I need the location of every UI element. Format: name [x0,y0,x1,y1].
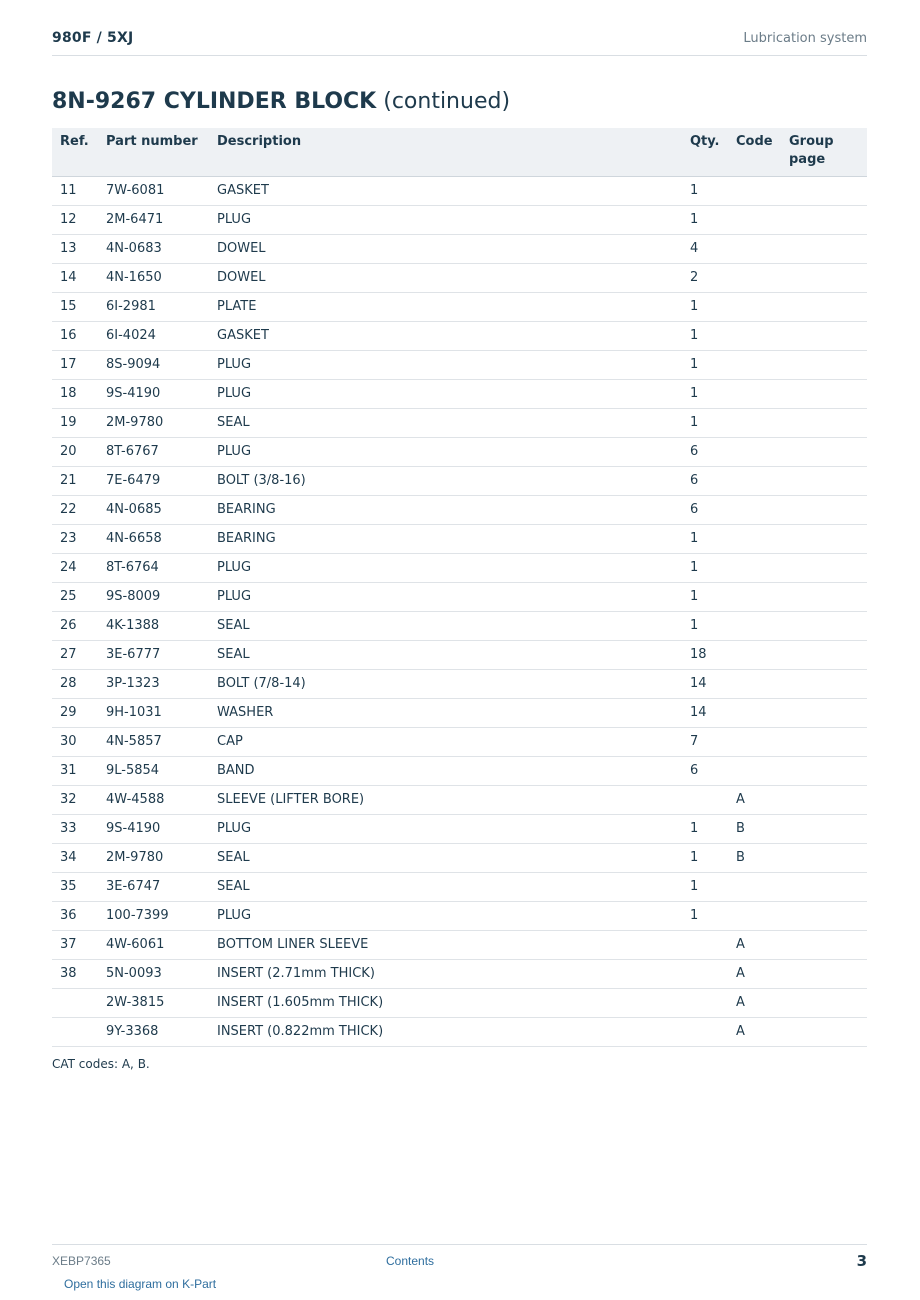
cell-group-page [789,669,867,698]
table-row [52,524,867,553]
cell-qty: 1 [690,814,736,843]
cell-qty: 6 [690,495,736,524]
cell-qty: 1 [690,379,736,408]
cell-description: PLUG [217,901,690,930]
cell-qty [690,930,736,959]
cell-code [736,756,789,785]
cell-code [736,205,789,234]
table-row [52,988,867,1017]
cell-qty [690,785,736,814]
cell-part-number: 2M-6471 [106,205,217,234]
cell-part-number: 9L-5854 [106,756,217,785]
cell-description: BOLT (7/8-14) [217,669,690,698]
cell-part-number: 7E-6479 [106,466,217,495]
cell-code [736,553,789,582]
cell-code: A [736,988,789,1017]
cell-ref: 27 [52,640,106,669]
cell-code [736,292,789,321]
cell-description: SEAL [217,872,690,901]
cell-group-page [789,1017,867,1046]
cell-description: INSERT (0.822mm THICK) [217,1017,690,1046]
cell-group-page [789,263,867,292]
cell-group-page [789,814,867,843]
cell-ref: 17 [52,350,106,379]
cell-qty: 1 [690,350,736,379]
table-row [52,1017,867,1046]
cell-part-number: 4N-0685 [106,495,217,524]
column-header-part-number: Part number [106,128,217,176]
table-row [52,321,867,350]
cell-group-page [789,205,867,234]
table-row [52,814,867,843]
column-header-group-page: Group page [789,128,867,176]
cell-group-page [789,321,867,350]
cell-code: A [736,1017,789,1046]
cell-code [736,640,789,669]
cell-description: GASKET [217,176,690,205]
cell-ref: 16 [52,321,106,350]
cell-code: B [736,843,789,872]
cell-part-number: 9S-4190 [106,379,217,408]
cell-description: DOWEL [217,263,690,292]
cell-ref: 22 [52,495,106,524]
cell-ref: 29 [52,698,106,727]
cell-group-page [789,466,867,495]
column-header-description: Description [217,128,690,176]
cell-code [736,379,789,408]
table-row [52,234,867,263]
cell-ref: 33 [52,814,106,843]
title-main: 8N-9267 CYLINDER BLOCK [52,89,377,114]
cell-qty: 6 [690,437,736,466]
cell-code [736,524,789,553]
cell-ref: 37 [52,930,106,959]
cell-group-page [789,495,867,524]
cell-part-number: 5N-0093 [106,959,217,988]
cell-qty: 1 [690,901,736,930]
cell-code [736,495,789,524]
cell-group-page [789,234,867,263]
cell-qty [690,1017,736,1046]
cell-part-number: 8T-6764 [106,553,217,582]
cell-part-number: 6I-2981 [106,292,217,321]
cell-code: A [736,785,789,814]
cell-code [736,437,789,466]
cell-part-number: 4N-5857 [106,727,217,756]
cell-qty: 1 [690,205,736,234]
page-footer [52,1244,867,1275]
cell-part-number: 6I-4024 [106,321,217,350]
cell-ref: 25 [52,582,106,611]
cell-group-page [789,611,867,640]
table-row [52,582,867,611]
cell-description: BEARING [217,524,690,553]
cell-code: B [736,814,789,843]
column-header-code: Code [736,128,789,176]
cell-description: PLATE [217,292,690,321]
cell-code [736,176,789,205]
cell-part-number: 9H-1031 [106,698,217,727]
cell-code [736,234,789,263]
cell-ref: 21 [52,466,106,495]
cell-part-number: 9S-8009 [106,582,217,611]
cell-part-number: 4K-1388 [106,611,217,640]
table-row [52,611,867,640]
cell-qty: 1 [690,292,736,321]
cell-qty: 6 [690,466,736,495]
cell-group-page [789,727,867,756]
cell-description: PLUG [217,350,690,379]
cell-code [736,669,789,698]
cell-ref: 35 [52,872,106,901]
cell-part-number: 4N-1650 [106,263,217,292]
table-row [52,176,867,205]
cell-qty: 4 [690,234,736,263]
cell-description: BOLT (3/8-16) [217,466,690,495]
cell-ref [52,988,106,1017]
cell-ref: 23 [52,524,106,553]
cell-group-page [789,988,867,1017]
cell-part-number: 4W-4588 [106,785,217,814]
cell-qty: 1 [690,611,736,640]
table-row [52,756,867,785]
document-id: XEBP7365 [52,1254,111,1268]
cell-qty: 2 [690,263,736,292]
cell-ref: 15 [52,292,106,321]
table-row [52,205,867,234]
header-row [52,128,867,176]
cell-description: DOWEL [217,234,690,263]
cell-code: A [736,930,789,959]
cell-code [736,321,789,350]
cell-part-number: 3P-1323 [106,669,217,698]
cell-description: PLUG [217,205,690,234]
cell-code [736,350,789,379]
cell-description: CAP [217,727,690,756]
cell-part-number: 9S-4190 [106,814,217,843]
cell-code [736,408,789,437]
cell-group-page [789,872,867,901]
cell-qty: 1 [690,176,736,205]
cell-ref: 13 [52,234,106,263]
table-row [52,437,867,466]
cell-qty: 18 [690,640,736,669]
cell-qty: 1 [690,872,736,901]
page-header [52,28,867,56]
cell-description: BEARING [217,495,690,524]
table-row [52,669,867,698]
cell-code [736,466,789,495]
cell-part-number: 100-7399 [106,901,217,930]
column-header-qty: Qty. [690,128,736,176]
cell-qty [690,988,736,1017]
cell-description: SEAL [217,611,690,640]
cell-part-number: 4N-0683 [106,234,217,263]
table-row [52,263,867,292]
cell-qty: 1 [690,843,736,872]
cell-qty: 14 [690,669,736,698]
cell-group-page [789,698,867,727]
cell-group-page [789,350,867,379]
cell-group-page [789,553,867,582]
cell-ref: 38 [52,959,106,988]
cell-description: INSERT (1.605mm THICK) [217,988,690,1017]
parts-table-header [52,128,867,176]
parts-table-body [52,176,867,1046]
cell-part-number: 7W-6081 [106,176,217,205]
cell-code [736,901,789,930]
cell-description: SEAL [217,640,690,669]
cell-part-number: 3E-6747 [106,872,217,901]
cell-ref: 20 [52,437,106,466]
table-row [52,930,867,959]
cell-part-number: 2M-9780 [106,843,217,872]
cell-group-page [789,176,867,205]
page-number: 3 [856,1252,867,1270]
cell-description: WASHER [217,698,690,727]
cell-group-page [789,437,867,466]
cell-description: BOTTOM LINER SLEEVE [217,930,690,959]
cell-ref: 19 [52,408,106,437]
cell-group-page [789,843,867,872]
table-row [52,843,867,872]
cell-group-page [789,930,867,959]
table-row [52,872,867,901]
cell-ref: 31 [52,756,106,785]
cell-qty: 1 [690,553,736,582]
table-row [52,698,867,727]
open-diagram-link[interactable]: Open this diagram on K-Part [64,1277,217,1291]
cell-qty [690,959,736,988]
cell-group-page [789,959,867,988]
table-row [52,553,867,582]
cell-code [736,698,789,727]
cell-code [736,611,789,640]
cell-qty: 1 [690,321,736,350]
cell-qty: 7 [690,727,736,756]
table-row [52,785,867,814]
table-row [52,408,867,437]
cell-ref: 12 [52,205,106,234]
cell-qty: 6 [690,756,736,785]
cell-code: A [736,959,789,988]
cell-ref: 11 [52,176,106,205]
table-row [52,959,867,988]
cell-group-page [789,901,867,930]
cell-qty: 1 [690,582,736,611]
cell-part-number: 9Y-3368 [106,1017,217,1046]
model-label: 980F / 5XJ [52,30,134,46]
table-row [52,495,867,524]
cell-part-number: 4W-6061 [106,930,217,959]
cell-description: PLUG [217,437,690,466]
contents-link[interactable]: Contents [386,1254,435,1268]
cell-group-page [789,292,867,321]
table-row [52,379,867,408]
table-row [52,350,867,379]
page-title [52,89,510,114]
cell-description: SLEEVE (LIFTER BORE) [217,785,690,814]
cell-group-page [789,756,867,785]
cell-qty: 14 [690,698,736,727]
cell-group-page [789,785,867,814]
parts-table [52,128,867,1047]
title-suffix: (continued) [383,89,511,114]
cell-group-page [789,408,867,437]
cell-group-page [789,582,867,611]
cell-part-number: 2W-3815 [106,988,217,1017]
table-row [52,640,867,669]
cell-code [736,727,789,756]
cell-ref: 24 [52,553,106,582]
cell-part-number: 8S-9094 [106,350,217,379]
cell-ref: 36 [52,901,106,930]
cell-description: PLUG [217,379,690,408]
section-label: Lubrication system [743,31,867,46]
cell-ref: 34 [52,843,106,872]
cell-part-number: 2M-9780 [106,408,217,437]
table-row [52,466,867,495]
cell-group-page [789,640,867,669]
cell-description: PLUG [217,814,690,843]
cell-ref: 26 [52,611,106,640]
cell-part-number: 4N-6658 [106,524,217,553]
cat-codes-note: CAT codes: A, B. [52,1057,150,1071]
cell-ref: 14 [52,263,106,292]
cell-code [736,582,789,611]
cell-group-page [789,379,867,408]
cell-code [736,872,789,901]
cell-ref [52,1017,106,1046]
cell-description: INSERT (2.71mm THICK) [217,959,690,988]
cell-ref: 28 [52,669,106,698]
cell-qty: 1 [690,408,736,437]
cell-description: SEAL [217,408,690,437]
cell-ref: 32 [52,785,106,814]
cell-ref: 18 [52,379,106,408]
column-header-ref: Ref. [52,128,106,176]
cell-part-number: 3E-6777 [106,640,217,669]
cell-group-page [789,524,867,553]
cell-description: PLUG [217,582,690,611]
cell-qty: 1 [690,524,736,553]
cell-ref: 30 [52,727,106,756]
cell-description: BAND [217,756,690,785]
table-row [52,727,867,756]
cell-part-number: 8T-6767 [106,437,217,466]
table-row [52,901,867,930]
cell-description: SEAL [217,843,690,872]
cell-description: GASKET [217,321,690,350]
cell-code [736,263,789,292]
cell-description: PLUG [217,553,690,582]
table-row [52,292,867,321]
